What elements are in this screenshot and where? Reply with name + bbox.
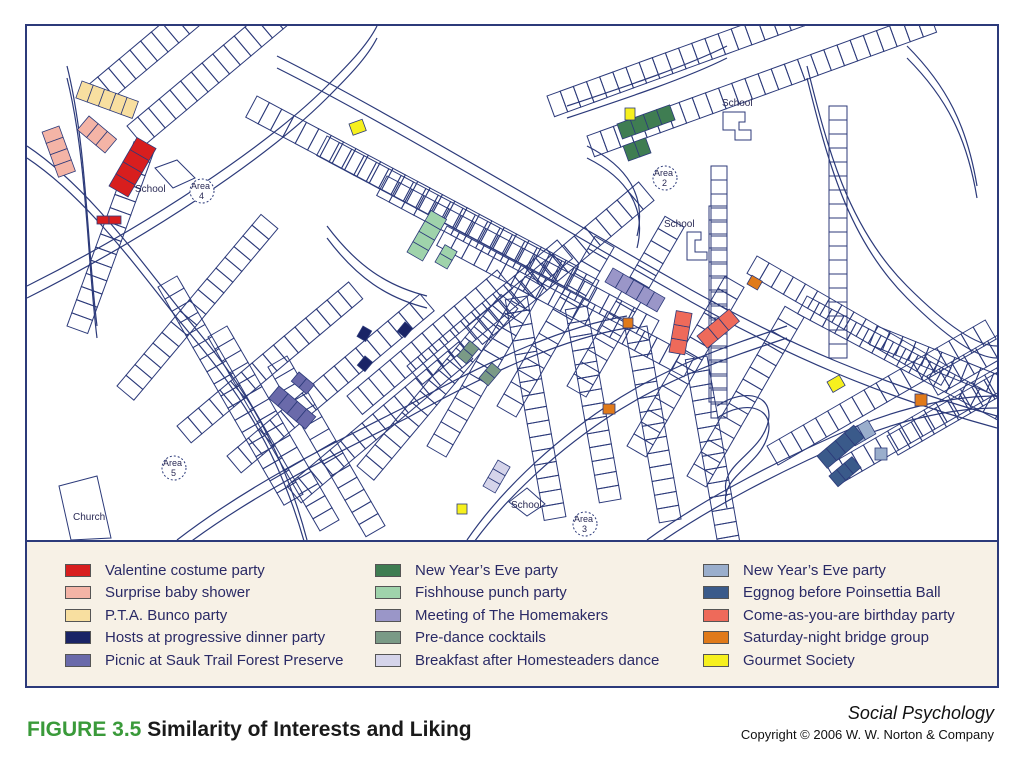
map-legend [27, 540, 997, 686]
lot-row [127, 26, 337, 146]
house-lot [731, 26, 752, 50]
legend-item [703, 650, 855, 670]
house-lot [537, 475, 561, 493]
highlight-cluster [875, 448, 887, 460]
area-number-5: 5 [171, 468, 177, 478]
figure-caption [27, 718, 472, 742]
house-lot [151, 26, 178, 52]
legend-label: New Year’s Eve party [415, 561, 558, 579]
legend-swatch [375, 564, 401, 577]
neighborhood-map [27, 26, 997, 540]
highlight-cluster [291, 372, 314, 394]
church-building [59, 476, 111, 540]
house-lot [657, 505, 681, 523]
legend-label: P.T.A. Bunco party [105, 606, 228, 624]
street-edge [27, 26, 377, 286]
lot-row [427, 276, 544, 457]
highlight-cluster [827, 375, 845, 392]
house-lot [630, 354, 654, 372]
school-building-2 [722, 98, 753, 140]
legend-item [65, 605, 227, 625]
house-lot [647, 450, 671, 468]
house-lot [829, 134, 847, 148]
area-number-4: 4 [199, 191, 205, 201]
area-marker-5 [162, 456, 186, 480]
lot-row [625, 326, 681, 523]
highlighted-lot [457, 504, 467, 514]
highlighted-lot [349, 119, 366, 135]
school-label-3: School [664, 219, 695, 230]
house-lot [916, 26, 937, 37]
house-lot [829, 204, 847, 218]
legend-swatch [703, 631, 729, 644]
house-lot [829, 120, 847, 134]
school-label-1: School [135, 184, 166, 195]
church-label: Church [73, 512, 106, 523]
highlighted-lot [875, 448, 887, 460]
legend-swatch [65, 654, 91, 667]
house-lot [655, 491, 679, 509]
lot-row [268, 356, 385, 537]
house-lot [266, 26, 293, 29]
highlight-cluster [97, 216, 121, 224]
highlight-cluster [357, 326, 372, 341]
highlight-cluster [457, 504, 467, 514]
legend-swatch [375, 586, 401, 599]
lot-row [587, 26, 937, 157]
legend-label: Gourmet Society [743, 651, 855, 669]
map-figure-frame [25, 24, 999, 688]
legend-item [703, 560, 886, 580]
highlighted-lot [827, 375, 845, 392]
house-lot [711, 180, 727, 194]
highlight-cluster [483, 460, 510, 493]
copyright-notice: Copyright © 2006 W. W. Norton & Company [740, 727, 994, 742]
highlight-cluster [435, 245, 457, 269]
house-lot [522, 393, 546, 411]
highlighted-lot [603, 404, 615, 414]
legend-item [65, 650, 343, 670]
house-lot [592, 458, 616, 476]
legend-item [703, 628, 929, 648]
highlight-cluster [747, 275, 762, 290]
house-lot [580, 389, 604, 407]
house-lot [520, 379, 544, 397]
house-lot [715, 521, 739, 539]
house-lot [829, 218, 847, 232]
street-edge [27, 158, 307, 540]
area-word-3: Area [574, 514, 594, 524]
house-lot [625, 326, 649, 344]
legend-label: Surprise baby shower [105, 584, 251, 601]
lot-row [87, 26, 340, 106]
highlight-cluster [42, 126, 75, 177]
highlighted-lot [674, 311, 692, 328]
house-lot [784, 26, 805, 30]
house-lot [256, 26, 283, 38]
area-word-4: Area [191, 181, 211, 191]
house-lot [252, 214, 278, 239]
lot-row [505, 296, 566, 520]
legend-swatch [703, 586, 729, 599]
house-lot [718, 276, 744, 299]
highlighted-lot [97, 216, 109, 224]
house-lot [245, 26, 272, 47]
house-lot [712, 508, 736, 526]
house-lot [771, 26, 792, 35]
street-edge [807, 66, 997, 346]
street-edge [907, 46, 977, 186]
house-lot [568, 320, 592, 338]
house-lot [597, 485, 621, 503]
highlight-cluster [76, 81, 139, 118]
house-lot [829, 274, 847, 288]
street-edge [177, 328, 627, 540]
figure-number: FIGURE 3.5 [27, 718, 142, 741]
legend-item [703, 583, 941, 603]
lot-row [246, 96, 579, 288]
highlight-cluster [623, 138, 651, 161]
legend-swatch [375, 654, 401, 667]
legend-label: Meeting of The Homemakers [415, 606, 609, 624]
house-lot [525, 406, 549, 424]
house-lot [338, 282, 363, 308]
legend-item [375, 650, 659, 670]
area-number-3: 3 [582, 524, 588, 534]
legend-label: Eggnog before Poinsettia Ball [743, 584, 941, 601]
legend-item [375, 605, 608, 625]
legend-item [65, 560, 265, 580]
street-edge [567, 58, 727, 118]
house-lot [829, 260, 847, 274]
house-lot [693, 397, 717, 415]
highlight-cluster [623, 318, 633, 328]
house-lot [313, 508, 339, 531]
legend-item [375, 560, 558, 580]
highlighted-lot [623, 318, 633, 328]
legend-swatch [65, 586, 91, 599]
house-lot [829, 288, 847, 302]
highlighted-lot [357, 356, 372, 372]
highlight-cluster [357, 356, 372, 372]
street-edge [327, 226, 427, 296]
legend-swatch [703, 564, 729, 577]
highlighted-lot [915, 394, 927, 406]
house-lot [890, 26, 911, 47]
house-lot [587, 430, 611, 448]
highlighted-households [42, 81, 927, 514]
house-lot [633, 367, 657, 385]
house-lot [829, 246, 847, 260]
legend-label: Breakfast after Homesteaders dance [415, 651, 660, 669]
school-label-2: School [722, 98, 753, 109]
lot-row [685, 356, 741, 540]
legend-label: Hosts at progressive dinner party [105, 629, 326, 646]
legend-label: Fishhouse punch party [415, 584, 567, 601]
house-lot [829, 106, 847, 120]
legend-label: Pre-dance cocktails [415, 629, 546, 646]
legend-item [65, 583, 250, 603]
legend-label: Picnic at Sauk Trail Forest Preserve [105, 651, 344, 669]
legend-item [375, 583, 567, 603]
area-marker-3 [573, 512, 597, 536]
house-lot [527, 420, 551, 438]
lot-row [829, 106, 847, 358]
legend-swatch [65, 631, 91, 644]
legend-swatch [375, 631, 401, 644]
legend-label: Saturday-night bridge group [743, 629, 929, 646]
house-lot [359, 514, 385, 537]
street-edge [67, 78, 97, 338]
legend-item [375, 628, 546, 648]
legend-label: Come-as-you-are birthday party [743, 606, 955, 624]
legend-item [703, 605, 955, 625]
highlight-cluster [625, 108, 635, 120]
legend-item [65, 628, 325, 648]
highlight-cluster [669, 311, 692, 355]
house-lot [652, 478, 676, 496]
house-lot [590, 444, 614, 462]
highlighted-lot [357, 326, 372, 341]
school-label-4: School [511, 500, 542, 511]
house-lot [510, 324, 534, 342]
house-lot [542, 503, 566, 521]
house-lot [995, 401, 997, 425]
figure-title: Similarity of Interests and Liking [147, 718, 472, 741]
legend-swatch [65, 609, 91, 622]
highlighted-lot [625, 108, 635, 120]
lot-row [177, 282, 363, 443]
house-lot [595, 471, 619, 489]
lot-row [208, 326, 339, 531]
highlighted-lot [109, 216, 121, 224]
legend-swatch [703, 654, 729, 667]
legend-label: New Year’s Eve party [743, 561, 886, 579]
legend-label: Valentine costume party [105, 561, 265, 579]
house-lot [697, 425, 721, 443]
house-lot [650, 464, 674, 482]
house-lot [829, 232, 847, 246]
area-number-2: 2 [662, 178, 668, 188]
legend-swatch [65, 564, 91, 577]
highlight-cluster [77, 116, 116, 153]
highlight-cluster [915, 394, 927, 406]
legend-swatch [703, 609, 729, 622]
house-lot [711, 166, 727, 180]
area-marker-4 [190, 179, 214, 203]
school-building-3 [664, 219, 707, 260]
highlighted-lot [747, 275, 762, 290]
book-title: Social Psychology [847, 703, 994, 723]
area-word-2: Area [654, 168, 674, 178]
highlight-cluster [603, 404, 615, 414]
house-lot [173, 26, 200, 34]
house-lot [829, 344, 847, 358]
highlight-cluster [349, 119, 366, 135]
house-lot [996, 366, 997, 392]
house-lot [744, 26, 765, 45]
street-edge [907, 58, 977, 198]
street-edge [567, 46, 727, 106]
area-marker-2 [653, 166, 677, 190]
lot-row [347, 270, 513, 414]
legend-swatch [375, 609, 401, 622]
area-word-5: Area [163, 458, 183, 468]
